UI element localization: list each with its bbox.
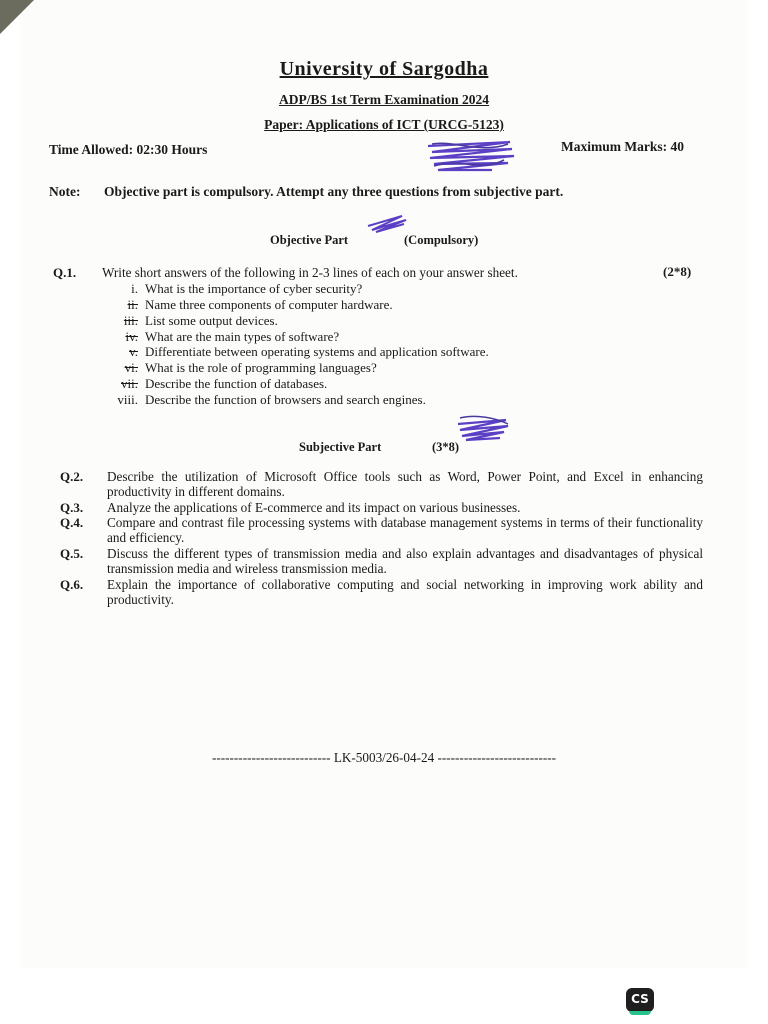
item-text: Describe the function of browsers and search engines.: [145, 392, 426, 407]
ink-scribble-stamp: [422, 136, 518, 176]
question-text: Analyze the applications of E-commerce and its impact on various businesses.: [107, 500, 521, 515]
item-text: List some output devices.: [145, 313, 278, 328]
question-text: Explain the importance of collaborative computing and social networking in improving work ability and productivity.: [107, 577, 703, 607]
item-text: What is the importance of cyber security?: [145, 281, 363, 296]
paper-code: --------------------------- LK-5003/26-04-24 ---------------------------: [211, 750, 557, 765]
item-text: What is the role of programming languages?: [145, 360, 377, 375]
scan-corner-shadow: [0, 0, 34, 34]
subjective-marks: (3*8): [432, 440, 460, 454]
question-number: Q.6.: [60, 577, 84, 592]
note-text: Objective part is compulsory. Attempt any three questions from subjective part.: [104, 184, 564, 199]
question-number: Q.3.: [60, 500, 84, 515]
objective-compulsory: (Compulsory): [404, 233, 479, 247]
university-title: University of Sargodha: [279, 58, 489, 80]
q1-marks: (2*8): [663, 264, 692, 279]
question-text: Discuss the different types of transmission media and also explain advantages and disadvantages of physical transmission media and wireless transmission media.: [107, 546, 703, 576]
item-number: iv.: [125, 329, 138, 344]
item-number: v.: [129, 344, 138, 359]
item-text: Describe the function of databases.: [145, 376, 328, 391]
ink-scribble-subjective: [452, 412, 514, 446]
question-number: Q.4.: [60, 515, 84, 530]
item-number: vii.: [121, 376, 138, 391]
item-number: vi.: [124, 360, 138, 375]
item-number: i.: [131, 281, 138, 296]
paper-title: Paper: Applications of ICT (URCG-5123): [264, 117, 504, 132]
item-number: iii.: [123, 313, 138, 328]
subjective-heading: Subjective Part: [299, 440, 382, 454]
question-number: Q.5.: [60, 546, 84, 561]
note-label: Note:: [49, 184, 81, 199]
item-text: Differentiate between operating systems and application software.: [145, 344, 489, 359]
item-number: viii.: [117, 392, 138, 407]
item-number: ii.: [127, 297, 138, 312]
camscanner-badge-icon: CS: [626, 988, 654, 1012]
q1-instruction: Write short answers of the following in 2-3 lines of each on your answer sheet.: [102, 265, 518, 280]
exam-title: ADP/BS 1st Term Examination 2024: [278, 92, 490, 107]
time-allowed: Time Allowed: 02:30 Hours: [49, 142, 208, 157]
question-text: Compare and contrast file processing systems with database management systems in terms of their functionality and efficiency.: [107, 515, 703, 545]
question-number: Q.2.: [60, 469, 84, 484]
question-text: Describe the utilization of Microsoft Office tools such as Word, Power Point, and Excel in enhancing productivity in different domains.: [107, 469, 703, 499]
ink-scribble-objective: [364, 210, 410, 234]
item-text: What are the main types of software?: [145, 329, 340, 344]
q1-label: Q.1.: [53, 265, 77, 280]
maximum-marks: Maximum Marks: 40: [561, 139, 684, 154]
objective-heading: Objective Part: [270, 233, 349, 247]
item-text: Name three components of computer hardware.: [145, 297, 393, 312]
